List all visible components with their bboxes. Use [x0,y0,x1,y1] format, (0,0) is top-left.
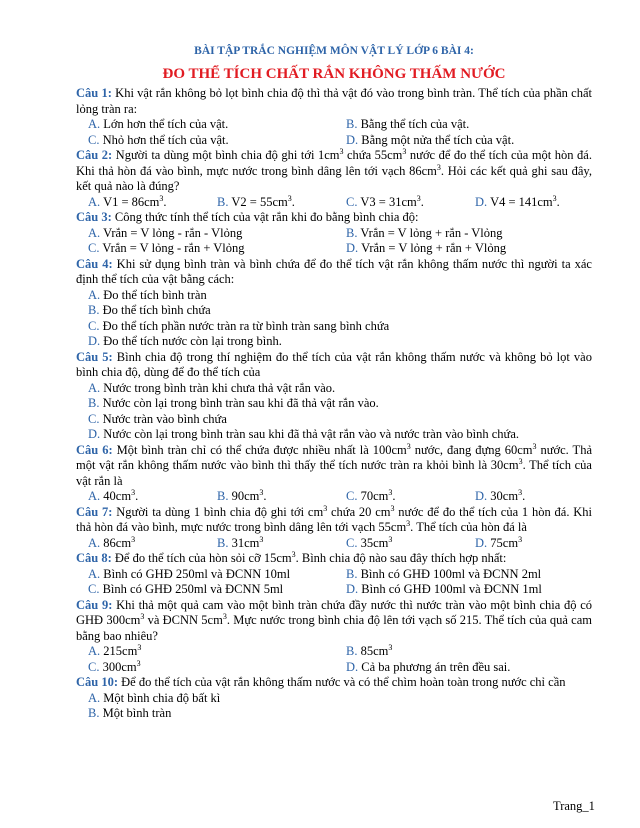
question-number: Câu 6: [76,442,113,457]
option-b[interactable]: B. Nước còn lại trong bình tràn sau khi đã thả vật rắn vào. [88,396,379,410]
question-number: Câu 2: [76,148,113,162]
question-3 [76,210,592,257]
option-b[interactable]: B. Vrắn = V lỏng + rắn - Vlỏng [346,225,503,240]
question-1 [76,86,592,148]
option-d[interactable]: D. $75cm^3$ [475,534,523,550]
option-a[interactable]: A. Lớn hơn thể tích của vật. [88,117,229,131]
question-text: Bình chia độ trong thí nghiệm đo thể tích của vật rắn không thấm nước và không bỏ lọt vào bình chia độ, dùng để đo thể tích của [76,349,592,379]
option-b[interactable]: B. Đo thể tích bình chứa [88,303,211,317]
option-d[interactable]: D. Nước còn lại trong bình tràn sau khi đã thả vật rắn vào và nước tràn vào bình chứa. [88,427,519,441]
option-a[interactable]: A. Nước trong bình tràn khi chưa thả vật rắn vào. [88,380,336,395]
option-d[interactable]: D. $30cm^3$. [475,487,526,503]
option-d[interactable]: D. Cả ba phương án trên đều sai. [346,659,511,674]
page-number: Trang_1 [553,799,595,813]
document-subtitle: BÀI TẬP TRẮC NGHIỆM MÔN VẬT LÝ LỚP 6 BÀI 4: [194,45,474,57]
document-page [76,44,592,722]
option-b[interactable]: B. $31cm^3$ [217,534,264,550]
question-number: Câu 3: [76,210,112,224]
option-c[interactable]: C. $V3 = 31cm^3$. [346,193,424,209]
document-title: ĐO THỂ TÍCH CHẤT RẮN KHÔNG THẤM NƯỚC [162,66,506,82]
question-text: Để đo thể tích của hòn sỏi cỡ $15cm^3$. Bình chia độ nào sau đây thích hợp nhất: [114,549,507,565]
option-a[interactable]: A. $86cm^3$ [88,534,136,550]
option-b[interactable]: B. $90cm^3$. [217,487,267,503]
question-text: Khi sử dụng bình tràn và bình chứa để đo thể tích vật rắn không thấm nước thì người ta xác định thể tích của vật bằng cách: [76,256,592,286]
question-2 [76,148,592,210]
option-a[interactable]: A. Bình có GHĐ 250ml và ĐCNN 10ml [88,566,291,581]
question-number: Câu 1: [76,86,112,100]
option-d[interactable]: D. Bình có GHĐ 100ml và ĐCNN 1ml [346,582,542,596]
question-number: Câu 8: [76,551,112,565]
option-c[interactable]: C. Nhỏ hơn thể tích của vật. [88,132,229,147]
question-text: Để đo thể tích của vật rắn không thấm nước và có thể chìm hoàn toàn trong nước chỉ cần [121,675,566,689]
option-c[interactable]: C. Đo thể tích phần nước tràn ra từ bình tràn sang bình chứa [88,318,390,333]
option-c[interactable]: C. Bình có GHĐ 250ml và ĐCNN 5ml [88,582,284,596]
question-number: Câu 10: [76,675,119,689]
question-text: Người ta dùng 1 bình chia độ ghi tới $cm^3$ chứa 20 $cm^3$ nước để đo thể tích của 1 hòn đá. Khi thả hòn đá vào bình, mực nước trong bình dâng lên tới vạch $55cm^3$. Thể tích của hòn đá là [76,503,593,534]
question-text: Khi thả một quả cam vào một bình tràn chứa đầy nước thì nước tràn vào một bình chia độ có GHĐ $300cm^3$ và ĐCNN $5cm^3$. Mực nước trong bình chia độ lên tới vạch số 215. Thể tích của quả cam bằng bao nhiêu? [76,597,593,643]
option-a[interactable]: A. $215cm^3$ [88,642,142,658]
question-5 [76,350,592,443]
option-a[interactable]: A. Một bình chia độ bất kì [88,690,221,705]
option-d[interactable]: D. Bằng một nửa thể tích của vật. [346,132,515,147]
option-c[interactable]: C. $35cm^3$ [346,534,393,550]
option-a[interactable]: A. $V1 = 86cm^3$. [88,193,167,209]
option-a[interactable]: A. $40cm^3$. [88,487,139,503]
question-9 [76,598,592,676]
option-b[interactable]: B. Một bình tràn [88,706,172,720]
option-c[interactable]: C. Vrắn = V lỏng - rắn + Vlỏng [88,241,245,255]
option-d[interactable]: D. Vrắn = V lỏng + rắn + Vlỏng [346,241,507,255]
question-number: Câu 5: [76,349,113,364]
question-number: Câu 4: [76,256,113,271]
question-text: Công thức tính thể tích của vật rắn khi đo bằng bình chia độ: [114,210,419,224]
option-c[interactable]: C. $70cm^3$. [346,487,396,503]
question-4 [76,257,592,350]
option-a[interactable]: A. Đo thể tích bình tràn [88,287,207,302]
question-text: Người ta dùng một bình chia độ ghi tới $1cm^3$ chứa $55cm^3$ nước để đo thể tích của một hòn đá. Khi thả hòn đá vào bình, mực nước trong bình dâng lên tới vạch $86cm^3$. Hỏi các kết quả ghi sau đây, kết quả nào là đúng? [76,146,592,193]
option-b[interactable]: B. Bằng thể tích của vật. [346,117,470,131]
option-a[interactable]: A. Vrắn = V lỏng - rắn - Vlỏng [88,225,243,240]
option-c[interactable]: C. $300cm^3$ [88,658,141,674]
question-number: Câu 9: [76,597,113,612]
question-number: Câu 7: [76,504,113,519]
question-10 [76,675,592,722]
option-c[interactable]: C. Nước tràn vào bình chứa [88,411,227,426]
option-b[interactable]: B. $85cm^3$ [346,642,393,658]
question-7 [76,505,592,552]
question-text: Một bình tràn chỉ có thể chứa được nhiều nhất là $100cm^3$ nước, đang đựng $60cm^3$ nước. Thả một vật rắn không thấm nước vào bình thì thấy thể tích nước tràn ra khỏi bình là $30cm^3$. Thể tích của vật rắn là [76,441,592,488]
question-text: Khi vật rắn không bỏ lọt bình chia độ thì thả vật đó vào trong bình tràn. Thể tích của phần chất lỏng tràn ra: [76,86,592,116]
option-d[interactable]: D. Đo thể tích nước còn lại trong bình. [88,334,282,348]
question-6 [76,443,592,505]
option-b[interactable]: B. Bình có GHĐ 100ml và ĐCNN 2ml [346,566,542,581]
option-b[interactable]: B. $V2 = 55cm^3$. [217,193,295,209]
question-8 [76,551,592,598]
option-d[interactable]: D. $V4 = 141cm^3$. [475,193,560,209]
